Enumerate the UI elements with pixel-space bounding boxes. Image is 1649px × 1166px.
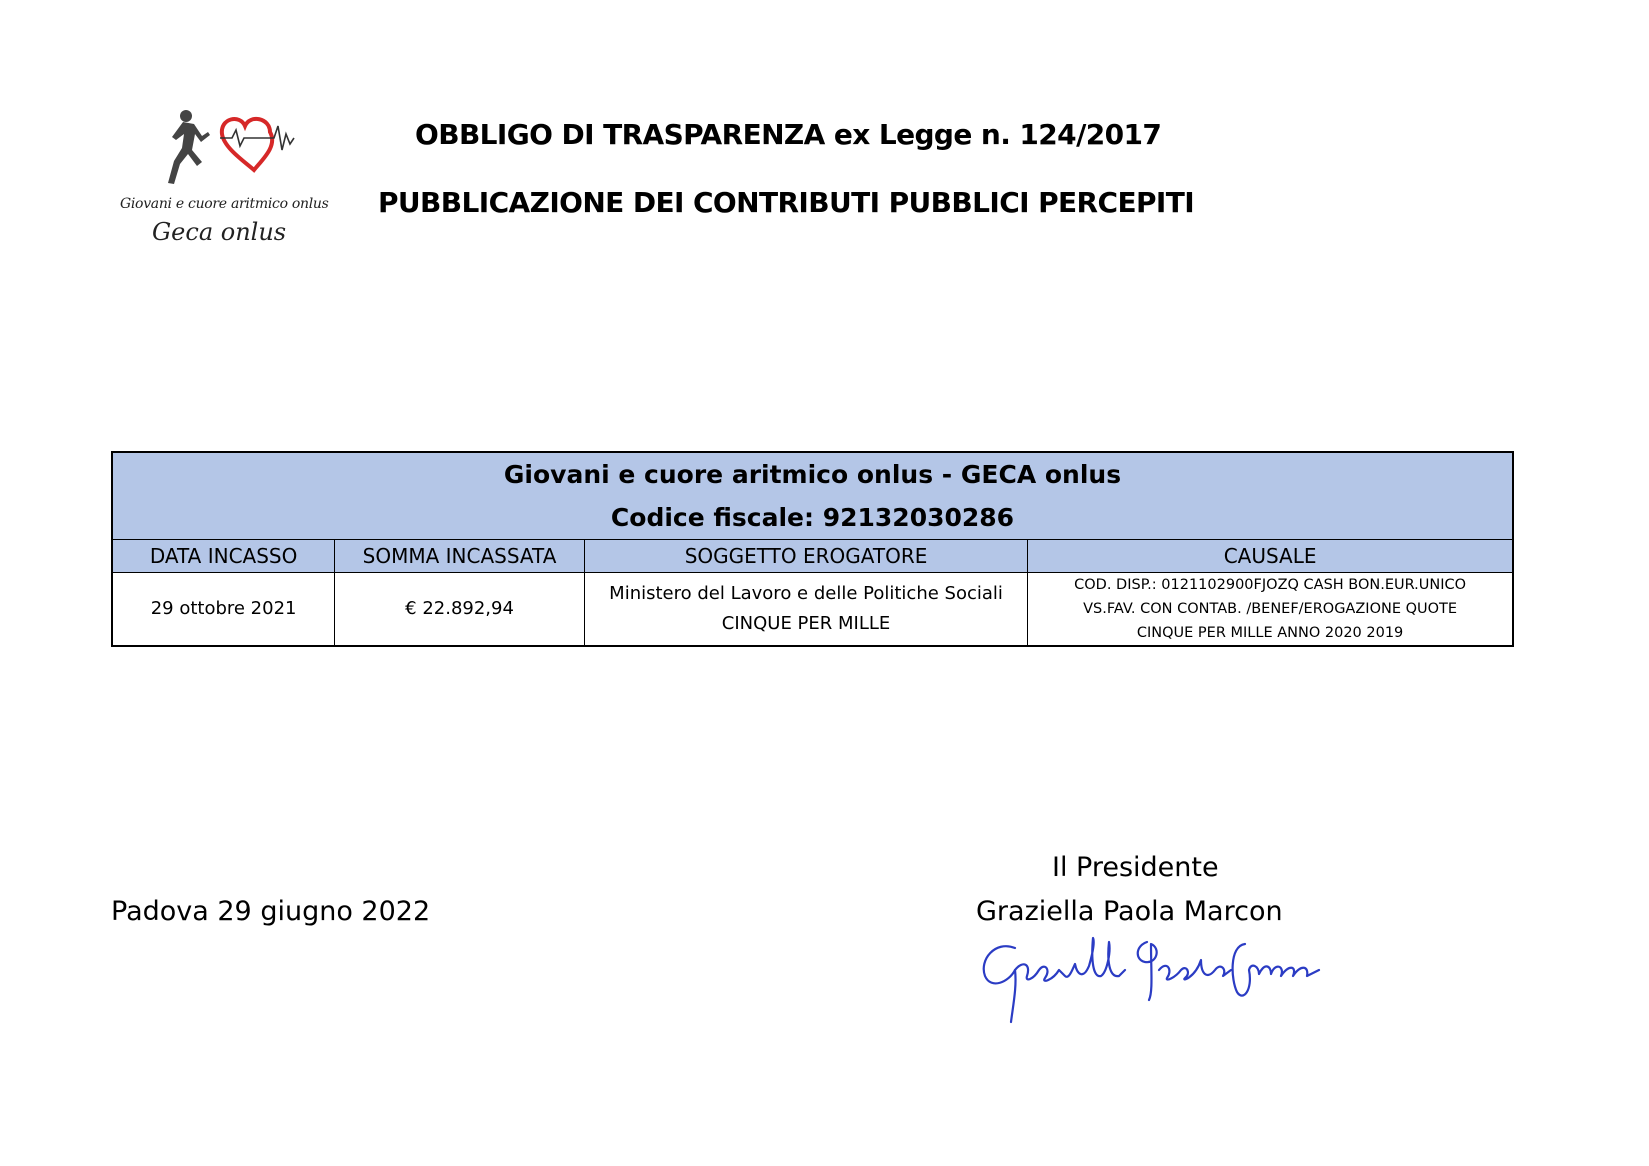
reason-line: COD. DISP.: 0121102900FJOZQ CASH BON.EUR.UNICO [1074, 577, 1467, 593]
signatory-name: Graziella Paola Marcon [976, 896, 1283, 927]
cell-reason [1028, 573, 1513, 647]
payer-name: Ministero del Lavoro e delle Politiche Sociali [609, 583, 1003, 604]
organization-name: Giovani e cuore aritmico onlus - GECA onlus [503, 460, 1122, 489]
contributions-table [111, 451, 1514, 647]
document-title: OBBLIGO DI TRASPARENZA ex Legge n. 124/2017 [415, 118, 1162, 151]
signatory-role: Il Presidente [1052, 852, 1219, 883]
payer-program: CINQUE PER MILLE [721, 613, 891, 634]
column-header-amount: SOMMA INCASSATA [335, 540, 585, 573]
place-date: Padova 29 giugno 2022 [111, 896, 431, 927]
tax-code: Codice fiscale: 92132030286 [610, 503, 1015, 532]
logo-brand: Geca onlus [152, 218, 287, 246]
reason-line: VS.FAV. CON CONTAB. /BENEF/EROGAZIONE QUOTE [1083, 601, 1458, 617]
logo-tagline: Giovani e cuore aritmico onlus [120, 196, 329, 212]
cell-date: 29 ottobre 2021 [112, 573, 335, 647]
organization-logo [110, 104, 350, 244]
cell-payer [584, 573, 1027, 647]
column-header-reason: CAUSALE [1028, 540, 1513, 573]
cell-amount: € 22.892,94 [335, 573, 585, 647]
runner-heart-icon [150, 104, 320, 199]
table-row [112, 573, 1513, 647]
column-header-date: DATA INCASSO [112, 540, 335, 573]
reason-line: CINQUE PER MILLE ANNO 2020 2019 [1136, 625, 1404, 641]
column-header-payer: SOGGETTO EROGATORE [584, 540, 1027, 573]
table-header-organization [112, 452, 1513, 540]
handwritten-signature [975, 930, 1335, 1030]
document-subtitle: PUBBLICAZIONE DEI CONTRIBUTI PUBBLICI PERCEPITI [378, 186, 1195, 219]
